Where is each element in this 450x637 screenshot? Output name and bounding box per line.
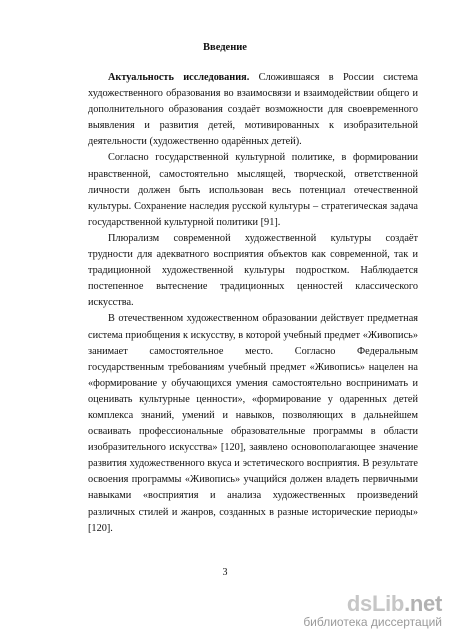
watermark-logo-main: dsLib	[346, 591, 405, 616]
paragraph-2: Согласно государственной культурной политике, в формировании нравственной, самостоятельно мыслящей, творческой, ответственной личности должен быть использован весь потенциал отечественной культуры. Сохранение наследия русской культуры – стратегическая задача государственной культурной политики [91].	[88, 152, 418, 228]
watermark	[303, 593, 442, 629]
body-text	[88, 70, 418, 537]
paragraph-3: Плюрализм современной художественной культуры создаёт трудности для адекватного восприятия объектов как современной, так и традиционной художественной культуры подростком. Наблюдается постепенное вытеснение традиционных ценностей классического искусства.	[88, 232, 418, 309]
page-title: Введение	[203, 42, 247, 53]
page-number: 3	[222, 567, 228, 578]
watermark-subtitle: библиотека диссертаций	[303, 615, 442, 629]
watermark-logo-domain: .net	[404, 591, 442, 616]
paragraph-4: В отечественном художественном образовании действует предметная система приобщения к искусству, в которой учебный предмет «Живопись» занимает самостоятельное место. Согласно Федеральным государственным требованиям учебный предмет «Живопись» нацелен на «формирование у обучающихся умения самостоятельно воспринимать и оценивать культурные ценности», «формирование у одаренных детей комплекса знаний, умений и навыков, позволяющих в дальнейшем осваивать профессиональные образовательные программы в области изобразительного искусства» [120], заявлено основополагающее значение развития художественного вкуса и эстетического восприятия. В результате освоения программы «Живопись» учащийся должен владеть первичными навыками «восприятия и анализа художественных произведений различных стилей и жанров, созданных в разные исторические периоды» [120].	[88, 313, 418, 534]
paragraph-1-lead: Актуальность исследования.	[108, 72, 250, 83]
watermark-logo	[303, 593, 442, 615]
paragraph-1-text: Сложившаяся в России система художественного образования во взаимосвязи и взаимодействии общего и дополнительного образования создаёт возможности для своевременного выявления и развития детей, мотивированных к изобразительной деятельности (художественно одарённых детей).	[88, 72, 418, 148]
paragraph-1	[88, 70, 418, 150]
